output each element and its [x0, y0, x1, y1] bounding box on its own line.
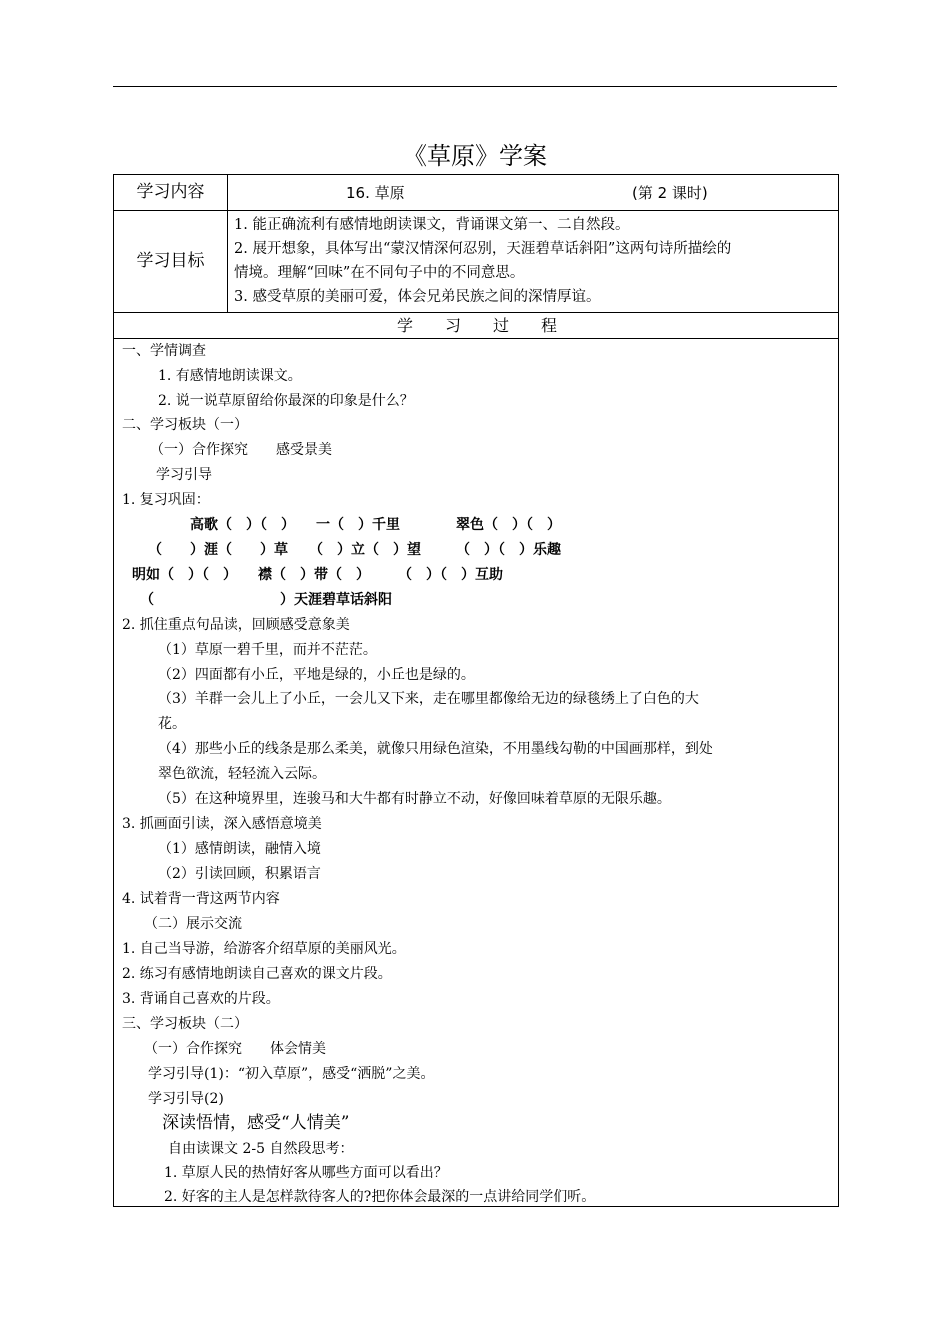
text-line: （5）在这种境界里，连骏马和大牛都有时静立不动，好像回味着草原的无限乐趣。	[158, 791, 671, 807]
text-line: （一）合作探究 感受景美	[150, 442, 332, 458]
text-line: 学习引导	[156, 467, 212, 483]
page-title: 《草原》学案	[403, 142, 547, 170]
process-heading: 学 习 过 程	[396, 316, 557, 335]
text-line: 1. 复习巩固：	[122, 492, 210, 508]
text-line: 自由读课文 2-5 自然段思考：	[168, 1141, 354, 1157]
text-line: （4）那些小丘的线条是那么柔美，就像只用绿色渲染，不用墨线勾勒的中国画那样，到处	[158, 741, 713, 757]
fill-blank-line: （ ）涯（ ）草 （ ）立（ ）望 （ ）（ ）乐趣	[148, 542, 561, 558]
row-divider	[114, 210, 838, 211]
fill-blank-line: （ ）天涯碧草话斜阳	[140, 592, 392, 608]
text-line: （3）羊群一会儿上了小丘，一会儿又下来，走在哪里都像给无边的绿毯绣上了白色的大	[158, 691, 699, 707]
text-line: （二）展示交流	[144, 916, 242, 932]
text-line: 1. 草原人民的热情好客从哪些方面可以看出？	[164, 1165, 448, 1181]
text-line: （一）合作探究 体会情美	[144, 1041, 326, 1057]
fill-blank-line: 明如（ ）（ ） 襟（ ）带（ ） （ ）（ ）互助	[132, 567, 503, 583]
text-line: 翠色欲流，轻轻流入云际。	[158, 766, 326, 782]
lesson-plan-table	[113, 174, 839, 1207]
goal-line: 1. 能正确流利有感情地朗读课文，背诵课文第一、二自然段。	[234, 217, 630, 233]
text-line: 3. 抓画面引读，深入感悟意境美	[122, 816, 322, 832]
section-heading: 一、学情调查	[122, 343, 206, 359]
lesson-name: 16. 草原	[346, 184, 405, 202]
content-label: 学习内容	[136, 182, 205, 202]
goals-list	[234, 213, 834, 309]
text-line: 1. 自己当导游，给游客介绍草原的美丽风光。	[122, 941, 406, 957]
header-rule	[113, 86, 837, 87]
goal-line: 2. 展开想象，具体写出“蒙汉情深何忍别，天涯碧草话斜阳”这两句诗所描绘的	[234, 241, 732, 257]
section-heading: 二、学习板块（一）	[122, 417, 248, 433]
column-divider	[227, 175, 228, 312]
text-line: 3. 背诵自己喜欢的片段。	[122, 991, 280, 1007]
row-divider	[114, 338, 838, 339]
text-line: （1）感情朗读，融情入境	[158, 841, 321, 857]
text-line: 1. 有感情地朗读课文。	[158, 368, 302, 384]
text-line: 2. 抓住重点句品读，回顾感受意象美	[122, 617, 350, 633]
text-line: 学习引导(1)：“初入草原”，感受“洒脱”之美。	[148, 1066, 435, 1082]
lesson-period: (第 2 课时)	[632, 184, 708, 202]
text-line: 2. 说一说草原留给你最深的印象是什么？	[158, 393, 414, 409]
goals-label: 学习目标	[136, 251, 205, 271]
text-line: 4. 试着背一背这两节内容	[122, 891, 280, 907]
text-line: （2）四面都有小丘，平地是绿的，小丘也是绿的。	[158, 667, 475, 683]
text-line: 花。	[158, 716, 186, 732]
text-line: 学习引导(2)	[148, 1091, 224, 1107]
text-line: 2. 好客的主人是怎样款待客人的?把你体会最深的一点讲给同学们听。	[164, 1189, 596, 1205]
fill-blank-line: 高歌（ ）（ ） 一（ ）千里 翠色（ ）（ ）	[190, 517, 561, 533]
text-line: 2. 练习有感情地朗读自己喜欢的课文片段。	[122, 966, 392, 982]
text-line: （1）草原一碧千里，而并不茫茫。	[158, 642, 377, 658]
goal-line: 3. 感受草原的美丽可爱，体会兄弟民族之间的深情厚谊。	[234, 289, 601, 305]
goal-line: 情境。理解“回味”在不同句子中的不同意思。	[234, 265, 525, 281]
text-line: 深读悟情，感受“人情美”	[162, 1113, 350, 1133]
text-line: （2）引读回顾，积累语言	[158, 866, 321, 882]
section-heading: 三、学习板块（二）	[122, 1016, 248, 1032]
